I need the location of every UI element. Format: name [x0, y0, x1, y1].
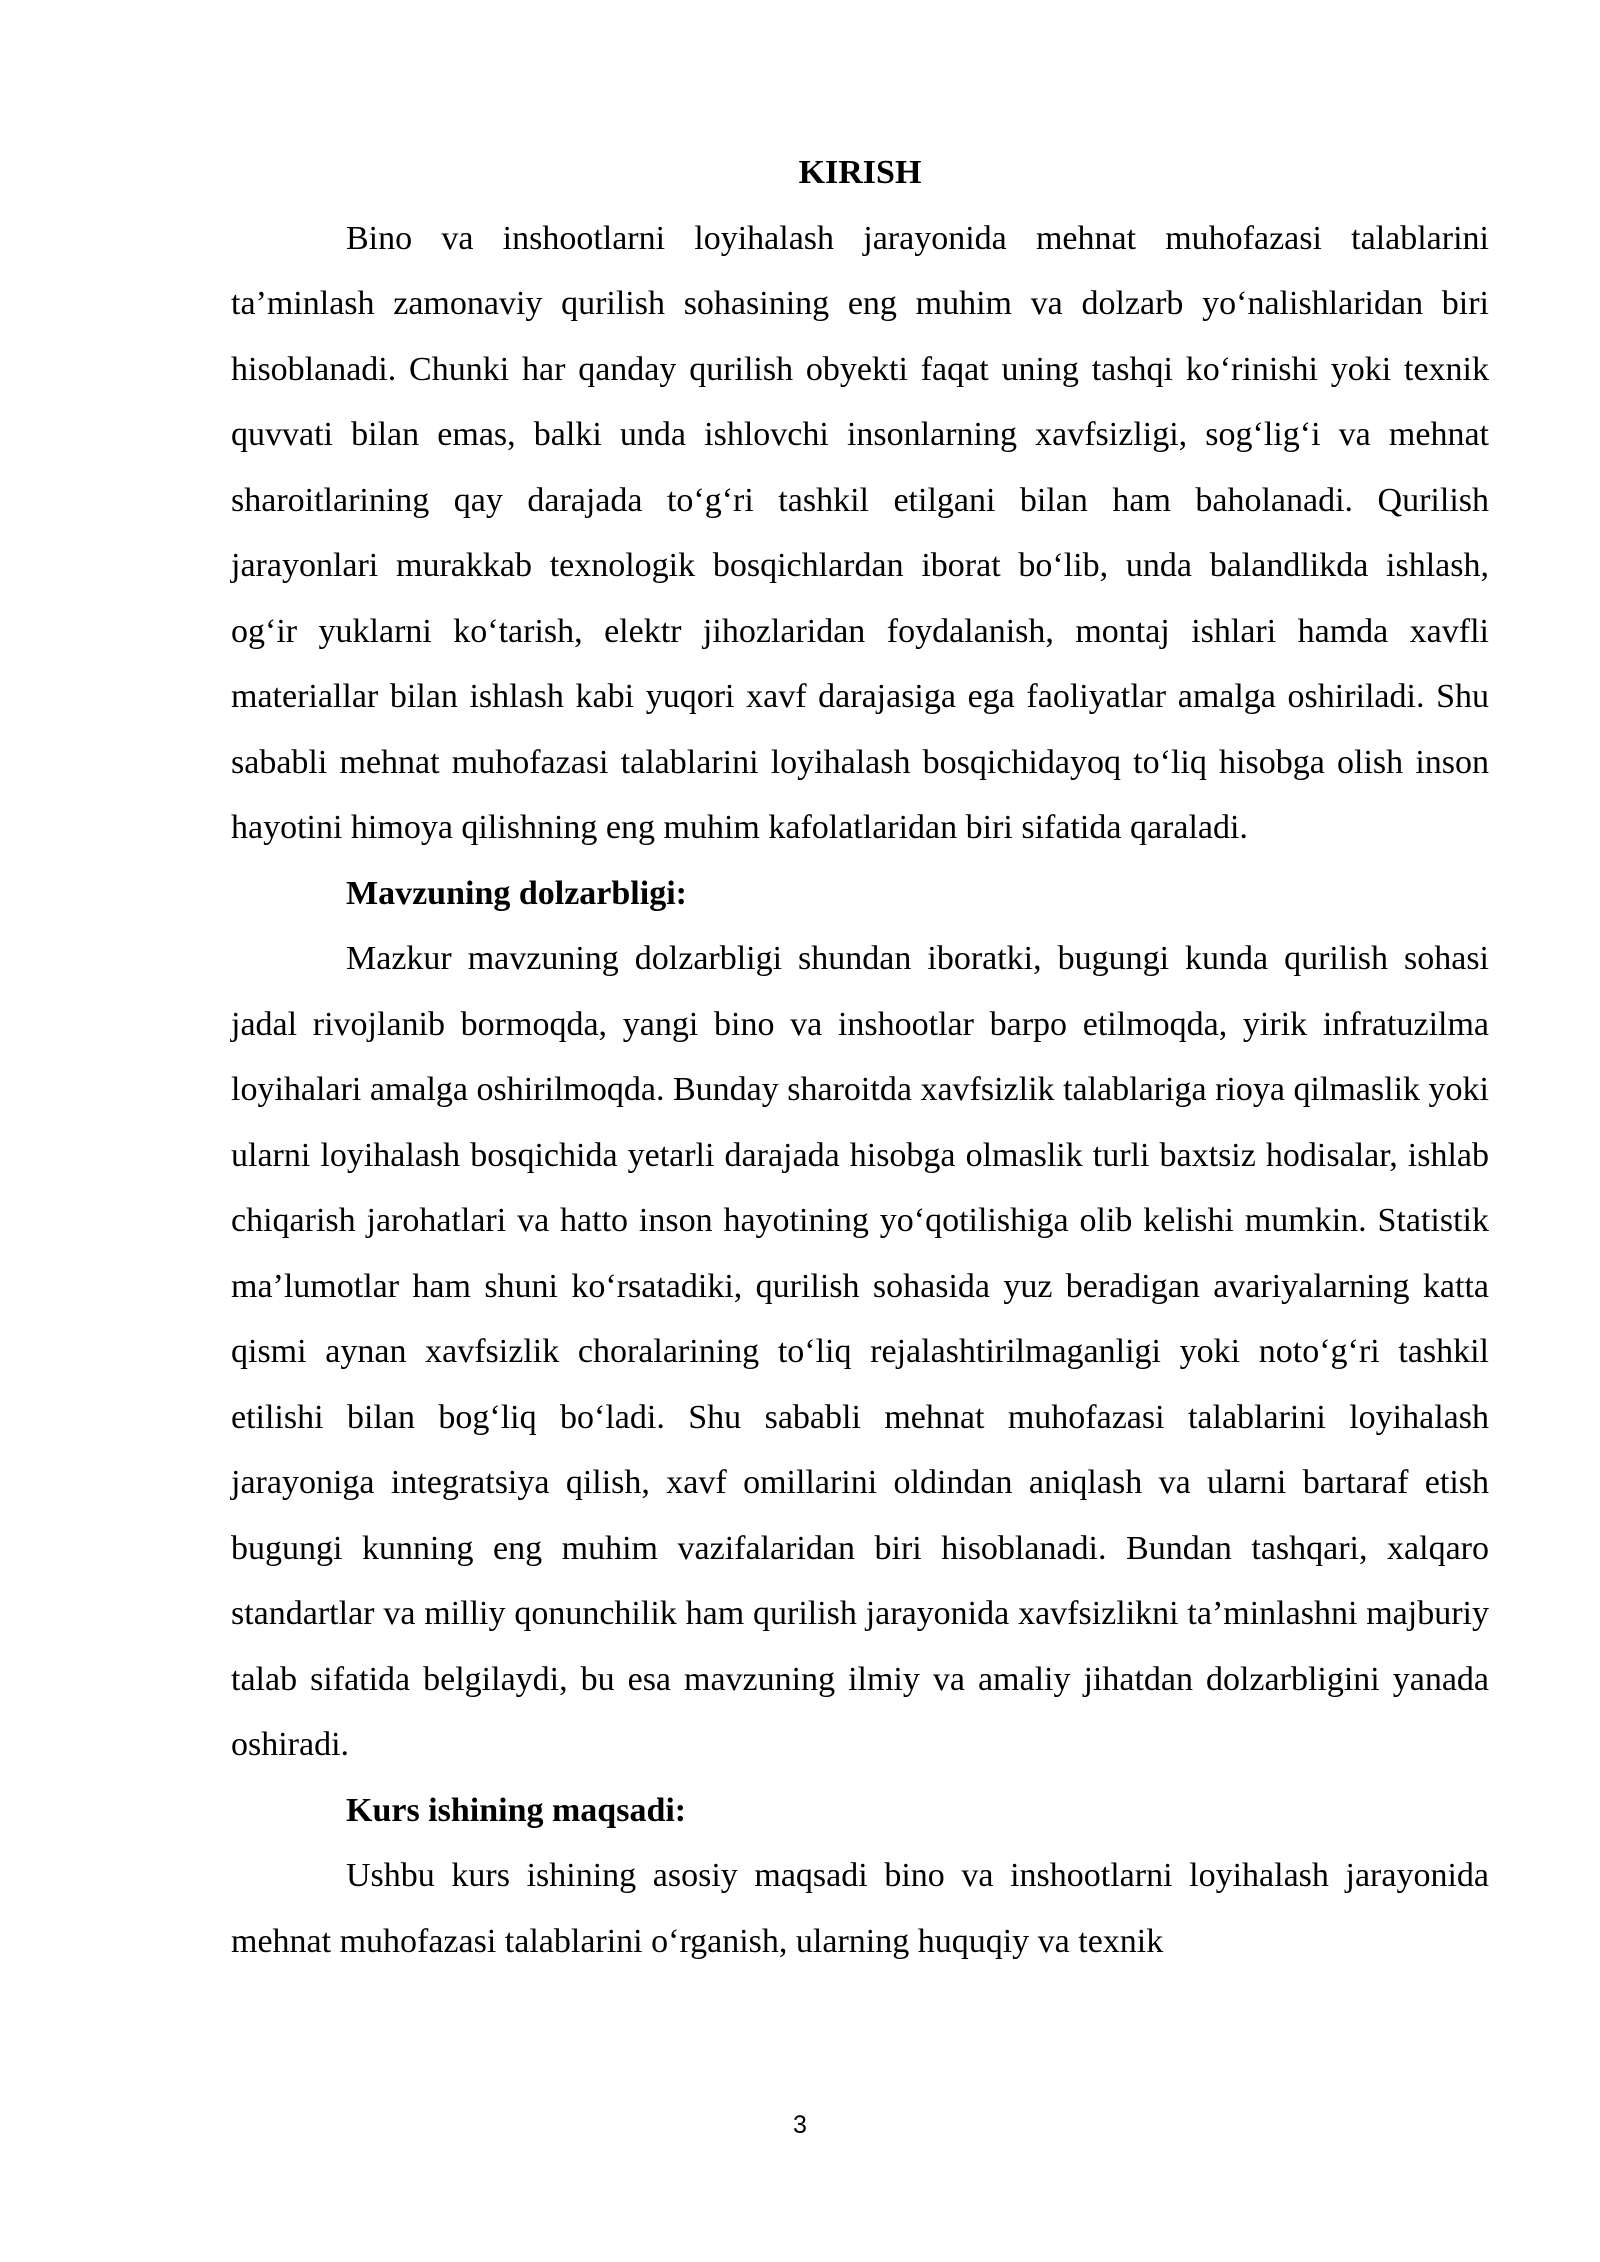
goal-paragraph: Ushbu kurs ishining asosiy maqsadi bino va inshootlarni loyihalash jarayonida mehnat muhofazasi talablarini o‘rganish, ularning huquqiy va texnik: [231, 1857, 1489, 1960]
page-number: 3: [793, 2111, 807, 2139]
goal-heading: Kurs ishining maqsadi:: [346, 1791, 687, 1829]
page-content: [231, 140, 1489, 1974]
intro-paragraph: Bino va inshootlarni loyihalash jarayonida mehnat muhofazasi talablarini ta’minlash zamonaviy qurilish sohasining eng muhim va dolzarb yo‘nalishlaridan biri hisoblanadi. Chunki har qanday qurilish obyekti faqat uning tashqi ko‘rinishi yoki texnik quvvati bilan emas, balki unda ishlovchi insonlarning xavfsizligi, sog‘lig‘i va mehnat sharoitlarining qay darajada to‘g‘ri tashkil etilgani bilan ham baholanadi. Qurilish jarayonlari murakkab texnologik bosqichlardan iborat bo‘lib, unda balandlikda ishlash, og‘ir yuklarni ko‘tarish, elektr jihozlaridan foydalanish, montaj ishlari hamda xavfli materiallar bilan ishlash kabi yuqori xavf darajasiga ega faoliyatlar amalga oshiriladi. Shu sababli mehnat muhofazasi talablarini loyihalash bosqichidayoq to‘liq hisobga olish inson hayotini himoya qilishning eng muhim kafolatlaridan biri sifatida qaraladi.: [231, 219, 1489, 846]
relevance-heading: Mavzuning dolzarbligi:: [346, 874, 687, 912]
section-title: KIRISH: [798, 154, 922, 191]
relevance-paragraph: Mazkur mavzuning dolzarbligi shundan iboratki, bugungi kunda qurilish sohasi jadal rivojlanib bormoqda, yangi bino va inshootlar barpo etilmoqda, yirik infratuzilma loyihalari amalga oshirilmoqda. Bunday sharoitda xavfsizlik talablariga rioya qilmaslik yoki ularni loyihalash bosqichida yetarli darajada hisobga olmaslik turli baxtsiz hodisalar, ishlab chiqarish jarohatlari va hatto inson hayotining yo‘qotilishiga olib kelishi mumkin. Statistik ma’lumotlar ham shuni ko‘rsatadiki, qurilish sohasida yuz beradigan avariyalarning katta qismi aynan xavfsizlik choralarining to‘liq rejalashtirilmaganligi yoki noto‘g‘ri tashkil etilishi bilan bog‘liq bo‘ladi. Shu sababli mehnat muhofazasi talablarini loyihalash jarayoniga integratsiya qilish, xavf omillarini oldindan aniqlash va ularni bartaraf etish bugungi kunning eng muhim vazifalaridan biri hisoblanadi. Bundan tashqari, xalqaro standartlar va milliy qonunchilik ham qurilish jarayonida xavfsizlikni ta’minlashni majburiy talab sifatida belgilaydi, bu esa mavzuning ilmiy va amaliy jihatdan dolzarbligini yanada oshiradi.: [231, 940, 1489, 1763]
